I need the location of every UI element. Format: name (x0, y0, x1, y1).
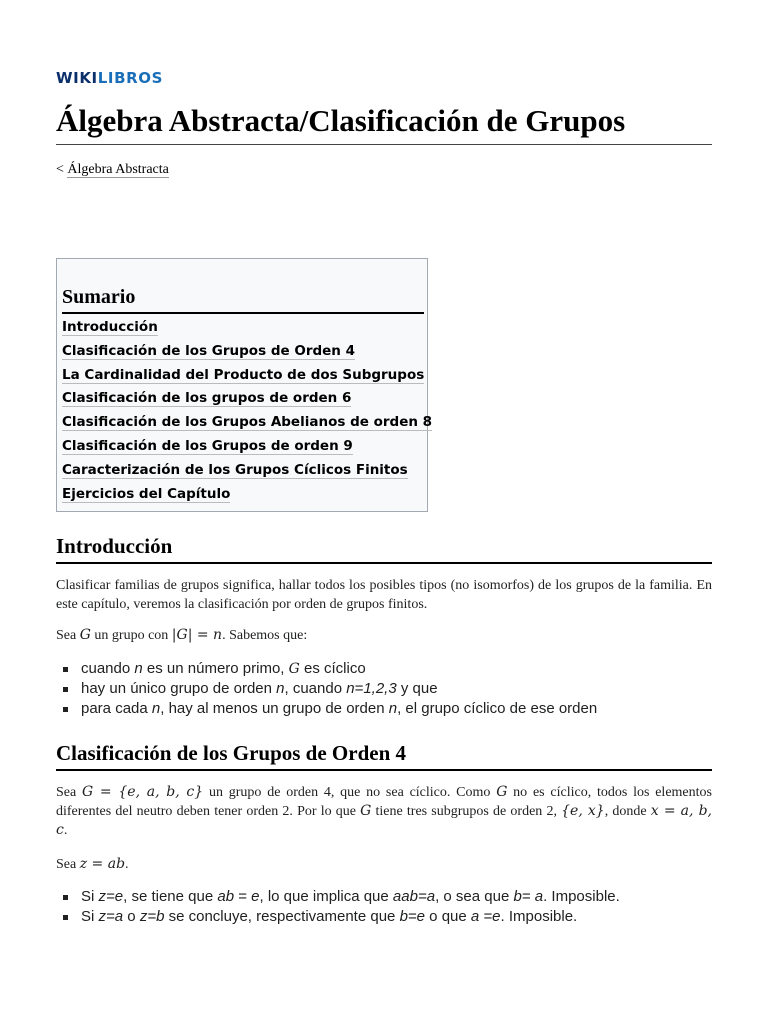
breadcrumb (56, 162, 169, 178)
logo-part-wiki: WIKI (56, 69, 98, 87)
toc-item[interactable] (62, 316, 432, 340)
toc-item[interactable] (62, 340, 432, 364)
toc-link[interactable]: Clasificación de los grupos de orden 6 (62, 390, 352, 407)
orden4-paragraph: Sea G = {e, a, b, c} un grupo de orden 4, que no sea cíclico. Como G no es cíclico, todos los elementos diferentes del neutro deben tener orden 2. Por lo que G tiene tres subgrupos de orden 2, {e, x}, donde x = a, b, c. (56, 784, 713, 838)
toc-item[interactable] (62, 387, 432, 411)
toc-link[interactable]: Clasificación de los Grupos de Orden 4 (62, 342, 355, 359)
table-of-contents (56, 258, 433, 512)
breadcrumb-prefix: < (56, 162, 68, 177)
page-title: Álgebra Abstracta/Clasificación de Grupos (56, 101, 712, 145)
list-item: Si z=e, se tiene que ab = e, lo que implica que aab=a, o sea que b= a. Imposible. (56, 887, 620, 907)
orden4-bullet-list (56, 887, 620, 927)
toc-item[interactable] (62, 364, 432, 388)
toc-heading: Sumario (62, 283, 424, 314)
toc-link[interactable]: Clasificación de los Grupos Abelianos de orden 8 (62, 414, 433, 431)
toc-item[interactable] (62, 435, 432, 459)
math-G: G (79, 627, 91, 643)
toc-link[interactable]: La Cardinalidad del Producto de dos Subgrupos (62, 366, 425, 383)
toc-link[interactable]: Introducción (62, 319, 158, 335)
toc-item[interactable] (62, 411, 432, 435)
breadcrumb-link[interactable]: Álgebra Abstracta (67, 162, 169, 177)
intro-bullet-list (56, 659, 597, 719)
math-cardinality: |G| = n (171, 627, 223, 643)
list-item: Si z=a o z=b se concluye, respectivamente que b=e o que a =e. Imposible. (56, 907, 620, 927)
intro-paragraph: Clasificar familias de grupos significa, hallar todos los posibles tipos (no isomorfos) de los grupos de la familia. En este capítulo, veremos la clasificación por orden de grupos finitos. (56, 578, 712, 612)
list-item: hay un único grupo de orden n, cuando n=1,2,3 y que (56, 679, 597, 699)
orden4-paragraph-2: Sea z = ab. (56, 856, 129, 872)
toc-list (62, 316, 432, 506)
list-item: cuando n es un número primo, G es cíclico (56, 659, 597, 679)
wikilibros-logo[interactable] (56, 69, 163, 87)
toc-link[interactable]: Caracterización de los Grupos Cíclicos Finitos (62, 461, 408, 478)
list-item: para cada n, hay al menos un grupo de orden n, el grupo cíclico de ese orden (56, 699, 597, 719)
section-heading-orden-4: Clasificación de los Grupos de Orden 4 (56, 739, 712, 771)
logo-part-libros: LIBROS (97, 69, 164, 87)
toc-item[interactable] (62, 483, 432, 507)
toc-link[interactable]: Clasificación de los Grupos de orden 9 (62, 437, 353, 454)
toc-link[interactable]: Ejercicios del Capítulo (62, 485, 231, 502)
intro-paragraph-2: Sea G un grupo con |G| = n. Sabemos que: (56, 627, 308, 643)
toc-item[interactable] (62, 459, 432, 483)
section-heading-introduccion: Introducción (56, 532, 712, 564)
